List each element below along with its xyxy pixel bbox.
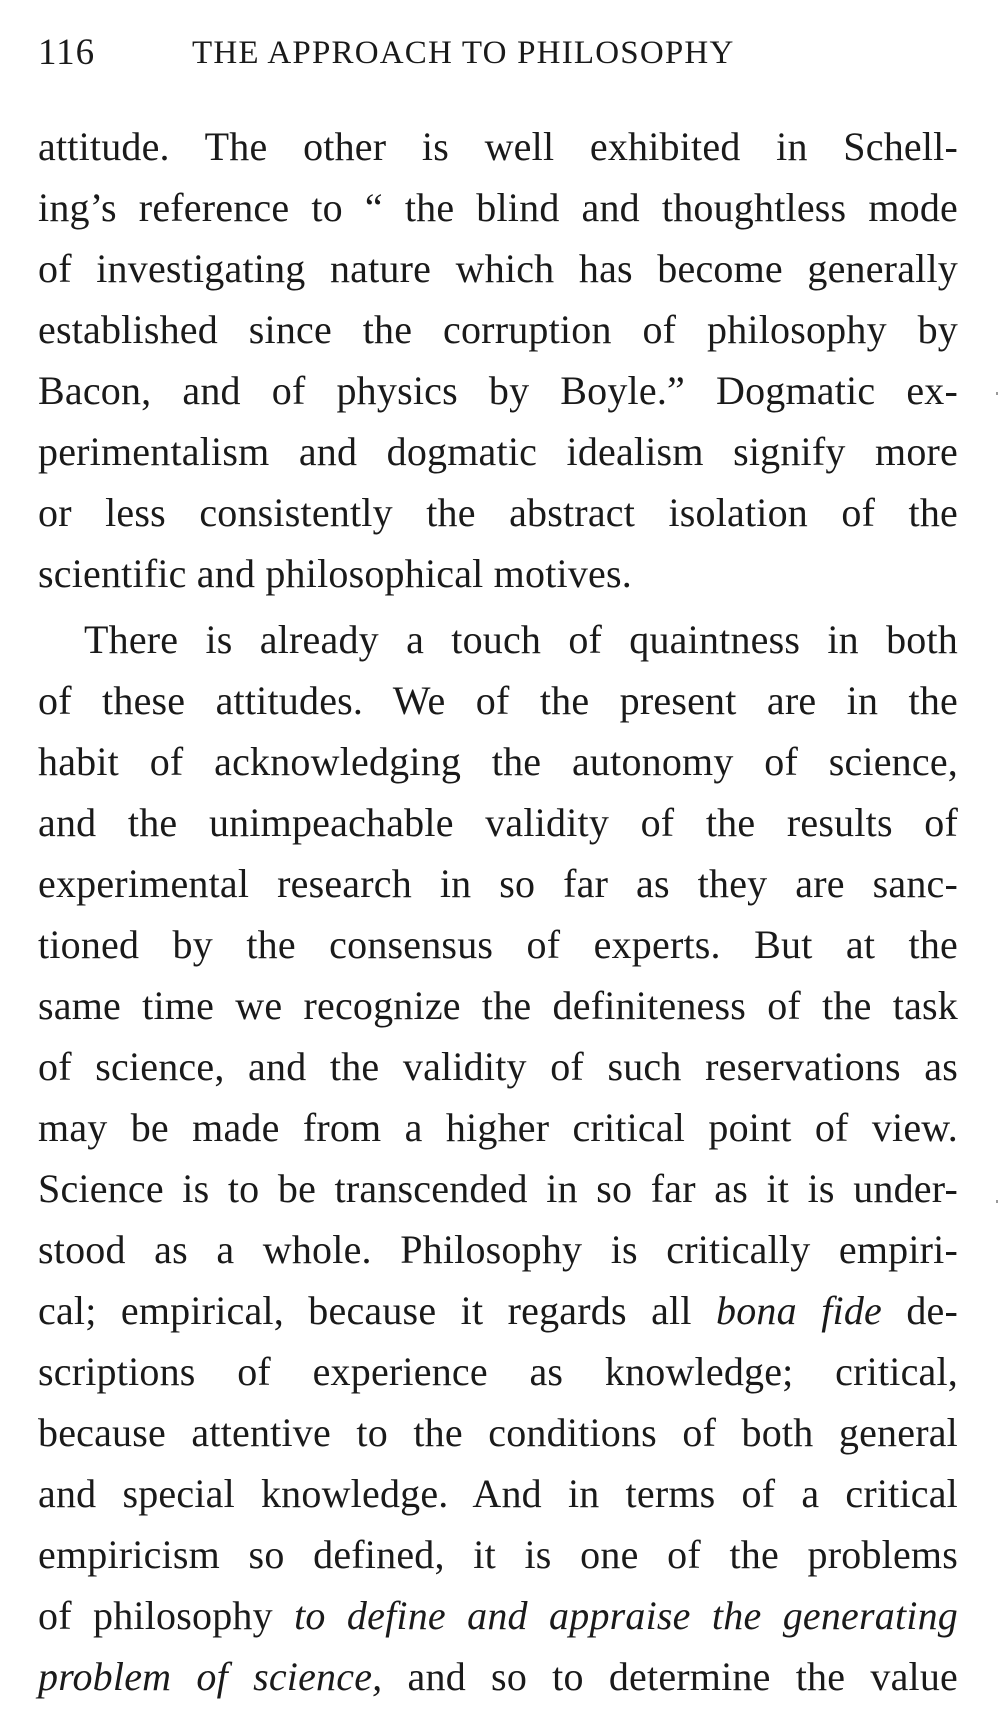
text-segment: cal; empirical, because it regards all <box>38 1288 717 1333</box>
text-line <box>38 543 958 604</box>
text-segment: of science, and the validity of such reservations as <box>38 1044 958 1089</box>
text-line <box>38 914 958 975</box>
text-segment: habit of acknowledging the autonomy of science, <box>38 739 958 784</box>
text-line <box>38 670 958 731</box>
text-line <box>38 177 958 238</box>
margin-tick <box>996 392 998 395</box>
text-line <box>38 421 958 482</box>
text-line <box>38 482 958 543</box>
text-segment: same time we recognize the definiteness of the task <box>38 983 958 1028</box>
text-line <box>38 1341 958 1402</box>
text-segment: perimentalism and dogmatic idealism signify more <box>38 429 958 474</box>
text-segment: and so to determine the value <box>382 1654 958 1699</box>
text-line <box>38 116 958 177</box>
paragraph <box>38 116 958 604</box>
text-segment: stood as a whole. Philosophy is critically empiri- <box>38 1227 958 1272</box>
text-line <box>38 1036 958 1097</box>
margin-tick <box>996 1200 998 1203</box>
text-line <box>38 1524 958 1585</box>
text-line <box>38 1219 958 1280</box>
text-line <box>38 609 958 670</box>
text-line <box>38 853 958 914</box>
text-segment: experimental research in so far as they are sanc- <box>38 861 958 906</box>
text-segment: tioned by the consensus of experts. But at the <box>38 922 958 967</box>
text-line <box>38 1097 958 1158</box>
text-line <box>38 1402 958 1463</box>
text-segment: ing’s reference to “ the blind and thoughtless mode <box>38 185 958 230</box>
text-segment: of philosophy <box>38 1593 295 1638</box>
text-line <box>38 975 958 1036</box>
text-line <box>38 299 958 360</box>
text-segment: and the unimpeachable validity of the results of <box>38 800 958 845</box>
text-line <box>38 1646 958 1707</box>
text-segment: established since the corruption of philosophy by <box>38 307 958 352</box>
running-head <box>38 28 958 78</box>
text-segment: Bacon, and of physics by Boyle.” Dogmatic ex- <box>38 368 958 413</box>
text-segment: because attentive to the conditions of both general <box>38 1410 958 1455</box>
italic-text: to define and appraise the generating <box>294 1593 958 1638</box>
text-segment: There is already a touch of quaintness in both <box>84 617 958 662</box>
text-line <box>38 238 958 299</box>
text-segment: attitude. The other is well exhibited in Schell- <box>38 124 958 169</box>
text-segment: of investigating nature which has become generally <box>38 246 958 291</box>
text-segment: and special knowledge. And in terms of a critical <box>38 1471 958 1516</box>
text-segment: or less consistently the abstract isolation of the <box>38 490 958 535</box>
italic-text: bona fide <box>716 1288 882 1333</box>
text-line <box>38 1158 958 1219</box>
text-line <box>38 1280 958 1341</box>
italic-text: problem of science, <box>38 1654 383 1699</box>
text-line <box>38 1585 958 1646</box>
book-title: THE APPROACH TO PHILOSOPHY <box>192 35 735 71</box>
text-segment: of these attitudes. We of the present are in the <box>38 678 958 723</box>
text-segment: de- <box>881 1288 959 1333</box>
text-segment: Science is to be transcended in so far as it is under- <box>38 1166 958 1211</box>
paragraph <box>38 609 958 1707</box>
body-text <box>38 116 958 1707</box>
text-segment: scientific and philosophical motives. <box>38 551 632 596</box>
text-line <box>38 1463 958 1524</box>
text-segment: empiricism so defined, it is one of the problems <box>38 1532 958 1577</box>
text-line <box>38 360 958 421</box>
page-number: 116 <box>38 32 96 73</box>
text-segment: scriptions of experience as knowledge; critical, <box>38 1349 958 1394</box>
text-line <box>38 792 958 853</box>
text-segment: may be made from a higher critical point of view. <box>38 1105 958 1150</box>
text-line <box>38 731 958 792</box>
